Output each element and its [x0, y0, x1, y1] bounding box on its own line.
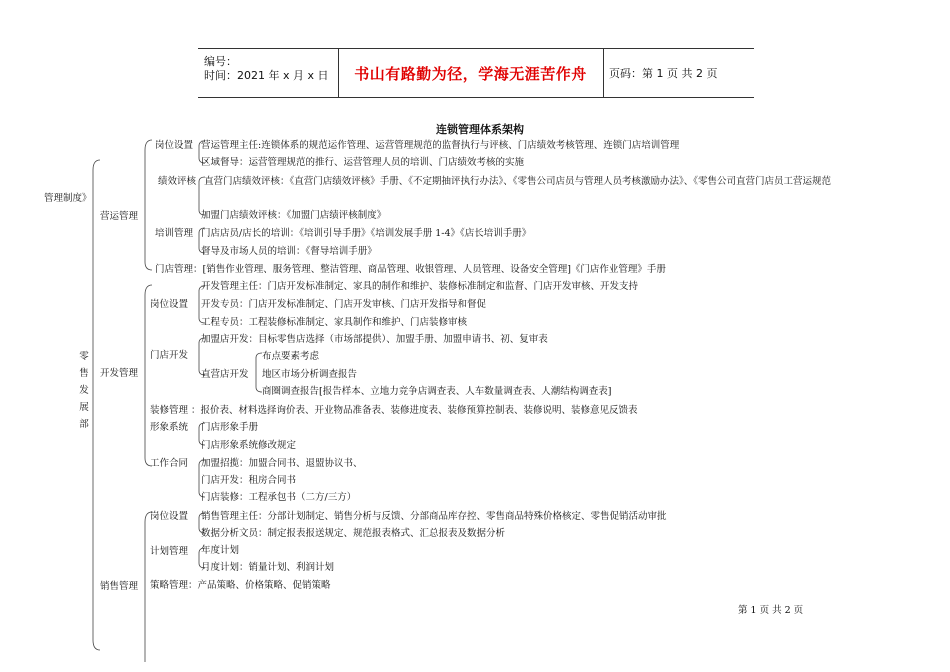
- dev-position-1: 开发管理主任：门店开发标准制定、家具的制作和维护、装修标准制定和监督、门店开发审核、开发支持: [201, 281, 639, 292]
- motto-text: 书山有路勤为径，学海无涯苦作舟: [354, 65, 587, 83]
- sales-position-2: 数据分析文员：制定报表报送规定、规范报表格式、汇总报表及数据分析: [201, 528, 506, 539]
- node-development: 开发管理: [100, 368, 139, 379]
- dev-image-system: 形象系统: [150, 422, 189, 433]
- sales-planning-1: 年度计划: [201, 545, 240, 556]
- page-title: 连锁管理体系架构: [436, 123, 524, 136]
- dev-position-2: 开发专员：门店开发标准制定、门店开发审核、门店开发指导和督促: [201, 299, 487, 310]
- ops-performance-1: 直营门店绩效评核：《直营门店绩效评核》手册、《不定期抽评执行办法》、《零售公司店员与管理人员考核激励办法》、《零售公司直营门店员工营运规范: [204, 176, 832, 187]
- node-operations: 营运管理: [100, 211, 139, 222]
- dev-direct-store-3: 商圈调查报告[报告样本、立地力竞争店调查表、人车数量调查表、人潮结构调查表]: [262, 386, 612, 397]
- doc-code-label: 编号：: [204, 55, 237, 68]
- ops-performance: 绩效评核: [158, 176, 197, 187]
- dev-direct-store: 直营店开发: [201, 369, 249, 380]
- sales-planning-2: 月度计划：销量计划、利润计划: [201, 562, 335, 573]
- ops-position-setup: 岗位设置: [155, 140, 194, 151]
- dev-contracts: 工作合同: [150, 458, 189, 469]
- root-department: 零 售 发 展 部: [79, 351, 89, 430]
- dev-contracts-1: 加盟招揽：加盟合同书、退盟协议书、: [201, 458, 363, 469]
- dev-store-dev-1: 加盟店开发：目标零售店选择（市场部提供）、加盟手册、加盟申请书、初、复审表: [201, 334, 548, 345]
- node-sales: 销售管理: [100, 581, 139, 592]
- ops-performance-2: 加盟门店绩效评核：《加盟门店绩评核制度》: [201, 210, 387, 221]
- ops-training-1: 门店店员/店长的培训：《培训引导手册》《培训发展手册 1-4》《店长培训手册》: [201, 228, 532, 239]
- sales-position-setup: 岗位设置: [150, 511, 189, 522]
- page-code: 页码：第 1 页 共 2 页: [609, 67, 718, 80]
- dev-contracts-3: 门店装修：工程承包书（二方/三方）: [201, 492, 357, 503]
- dev-image-system-2: 门店形象系统修改规定: [201, 440, 297, 451]
- sales-strategy: 策略管理：产品策略、价格策略、促销策略: [150, 580, 331, 591]
- dev-contracts-2: 门店开发：租房合同书: [201, 475, 297, 486]
- doc-date-label: 时间：2021 年 x 月 x 日: [204, 69, 329, 82]
- dev-direct-store-1: 布点要素考虑: [262, 351, 320, 362]
- dev-renovation: 装修管理 ：报价表、材料选择询价表、开业物品准备表、装修进度表、装修预算控制表、装修说明、装修意见反馈表: [150, 405, 638, 416]
- ops-training-2: 督导及市场人员的培训：《督导培训手册》: [201, 246, 377, 257]
- ops-position-1: 营运管理主任:连锁体系的规范运作管理、运营管理规范的监督执行与评核、门店绩效考核管理、连锁门店培训管理: [201, 140, 680, 151]
- ops-position-2: 区域督导：运营管理规范的推行、运营管理人员的培训、门店绩效考核的实施: [201, 157, 525, 168]
- dev-image-system-1: 门店形象手册: [201, 422, 259, 433]
- sales-planning: 计划管理: [150, 546, 189, 557]
- ops-store-management: 门店管理：[销售作业管理、服务管理、整洁管理、商品管理、收银管理、人员管理、设备安全管理]《门店作业管理》手册: [155, 264, 666, 275]
- page-footer: 第 1 页 共 2 页: [738, 605, 804, 616]
- sales-position-1: 销售管理主任：分部计划制定、销售分析与反馈、分部商品库存控、零售商品特殊价格核定、零售促销活动审批: [201, 511, 667, 522]
- root-side-label: 管理制度》: [44, 193, 92, 204]
- ops-training: 培训管理: [155, 228, 194, 239]
- dev-position-setup: 岗位设置: [150, 299, 189, 310]
- dev-position-3: 工程专员：工程装修标准制定、家具制作和维护、门店装修审核: [201, 317, 468, 328]
- dev-direct-store-2: 地区市场分析调查报告: [262, 369, 358, 380]
- dev-store-dev: 门店开发: [150, 350, 189, 361]
